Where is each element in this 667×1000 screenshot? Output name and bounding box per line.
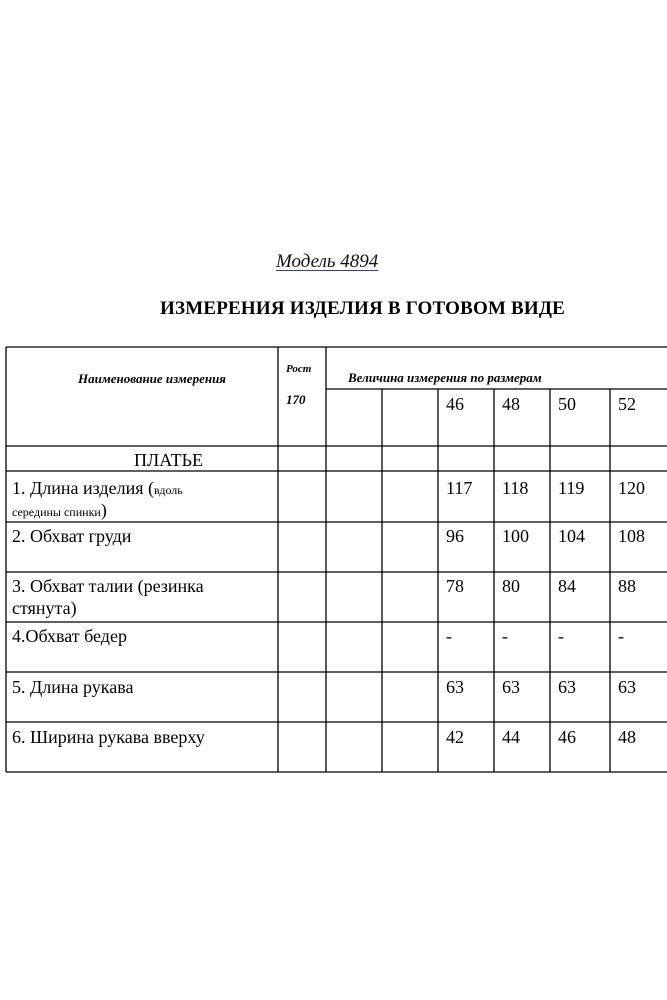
row-1-name-line2: середины спинки)	[12, 500, 107, 520]
size-50: 50	[558, 394, 576, 414]
row-2-value-52: 108	[618, 526, 645, 546]
row-2-name: 2. Обхват груди	[12, 526, 132, 546]
name-column-header: Наименование измерения	[78, 371, 226, 386]
size-52: 52	[618, 394, 636, 414]
row-1-value-50: 119	[558, 478, 585, 498]
row-2-value-46: 96	[446, 526, 464, 546]
row-1-value-48: 118	[502, 478, 529, 498]
row-3-value-48: 80	[502, 576, 520, 596]
row-3-name: 3. Обхват талии (резинка	[12, 576, 204, 596]
row-5-value-46: 63	[446, 677, 464, 697]
row-4-name: 4.Обхват бедер	[12, 626, 127, 646]
row-4-value-46: -	[446, 626, 452, 646]
row-6-value-48: 44	[502, 727, 520, 747]
row-6-name: 6. Ширина рукава вверху	[12, 727, 205, 747]
height-value: 170	[286, 392, 306, 407]
row-3-value-52: 88	[618, 576, 636, 596]
size-48: 48	[502, 394, 520, 414]
size-46: 46	[446, 394, 464, 414]
sizes-header: Величина измерения по размерам	[348, 370, 542, 385]
section-title: ПЛАТЬЕ	[134, 450, 203, 470]
row-4-value-52: -	[618, 626, 624, 646]
row-6-value-52: 48	[618, 727, 636, 747]
height-label: Рост	[286, 363, 312, 375]
row-3-value-50: 84	[558, 576, 576, 596]
row-1-value-52: 120	[618, 478, 645, 498]
row-4-value-48: -	[502, 626, 508, 646]
row-1-name: 1. Длина изделия (вдоль	[12, 478, 183, 498]
row-5-name: 5. Длина рукава	[12, 677, 134, 697]
row-1-value-46: 117	[446, 478, 473, 498]
row-2-value-50: 104	[558, 526, 585, 546]
row-6-value-46: 42	[446, 727, 464, 747]
row-4-value-50: -	[558, 626, 564, 646]
row-3-value-46: 78	[446, 576, 464, 596]
model-number: Модель 4894	[276, 251, 379, 272]
row-5-value-50: 63	[558, 677, 576, 697]
document-title: ИЗМЕРЕНИЯ ИЗДЕЛИЯ В ГОТОВОМ ВИДЕ	[160, 298, 566, 319]
row-2-value-48: 100	[502, 526, 529, 546]
row-5-value-52: 63	[618, 677, 636, 697]
row-3-name-line2: стянута)	[12, 598, 77, 618]
row-5-value-48: 63	[502, 677, 520, 697]
row-6-value-50: 46	[558, 727, 576, 747]
